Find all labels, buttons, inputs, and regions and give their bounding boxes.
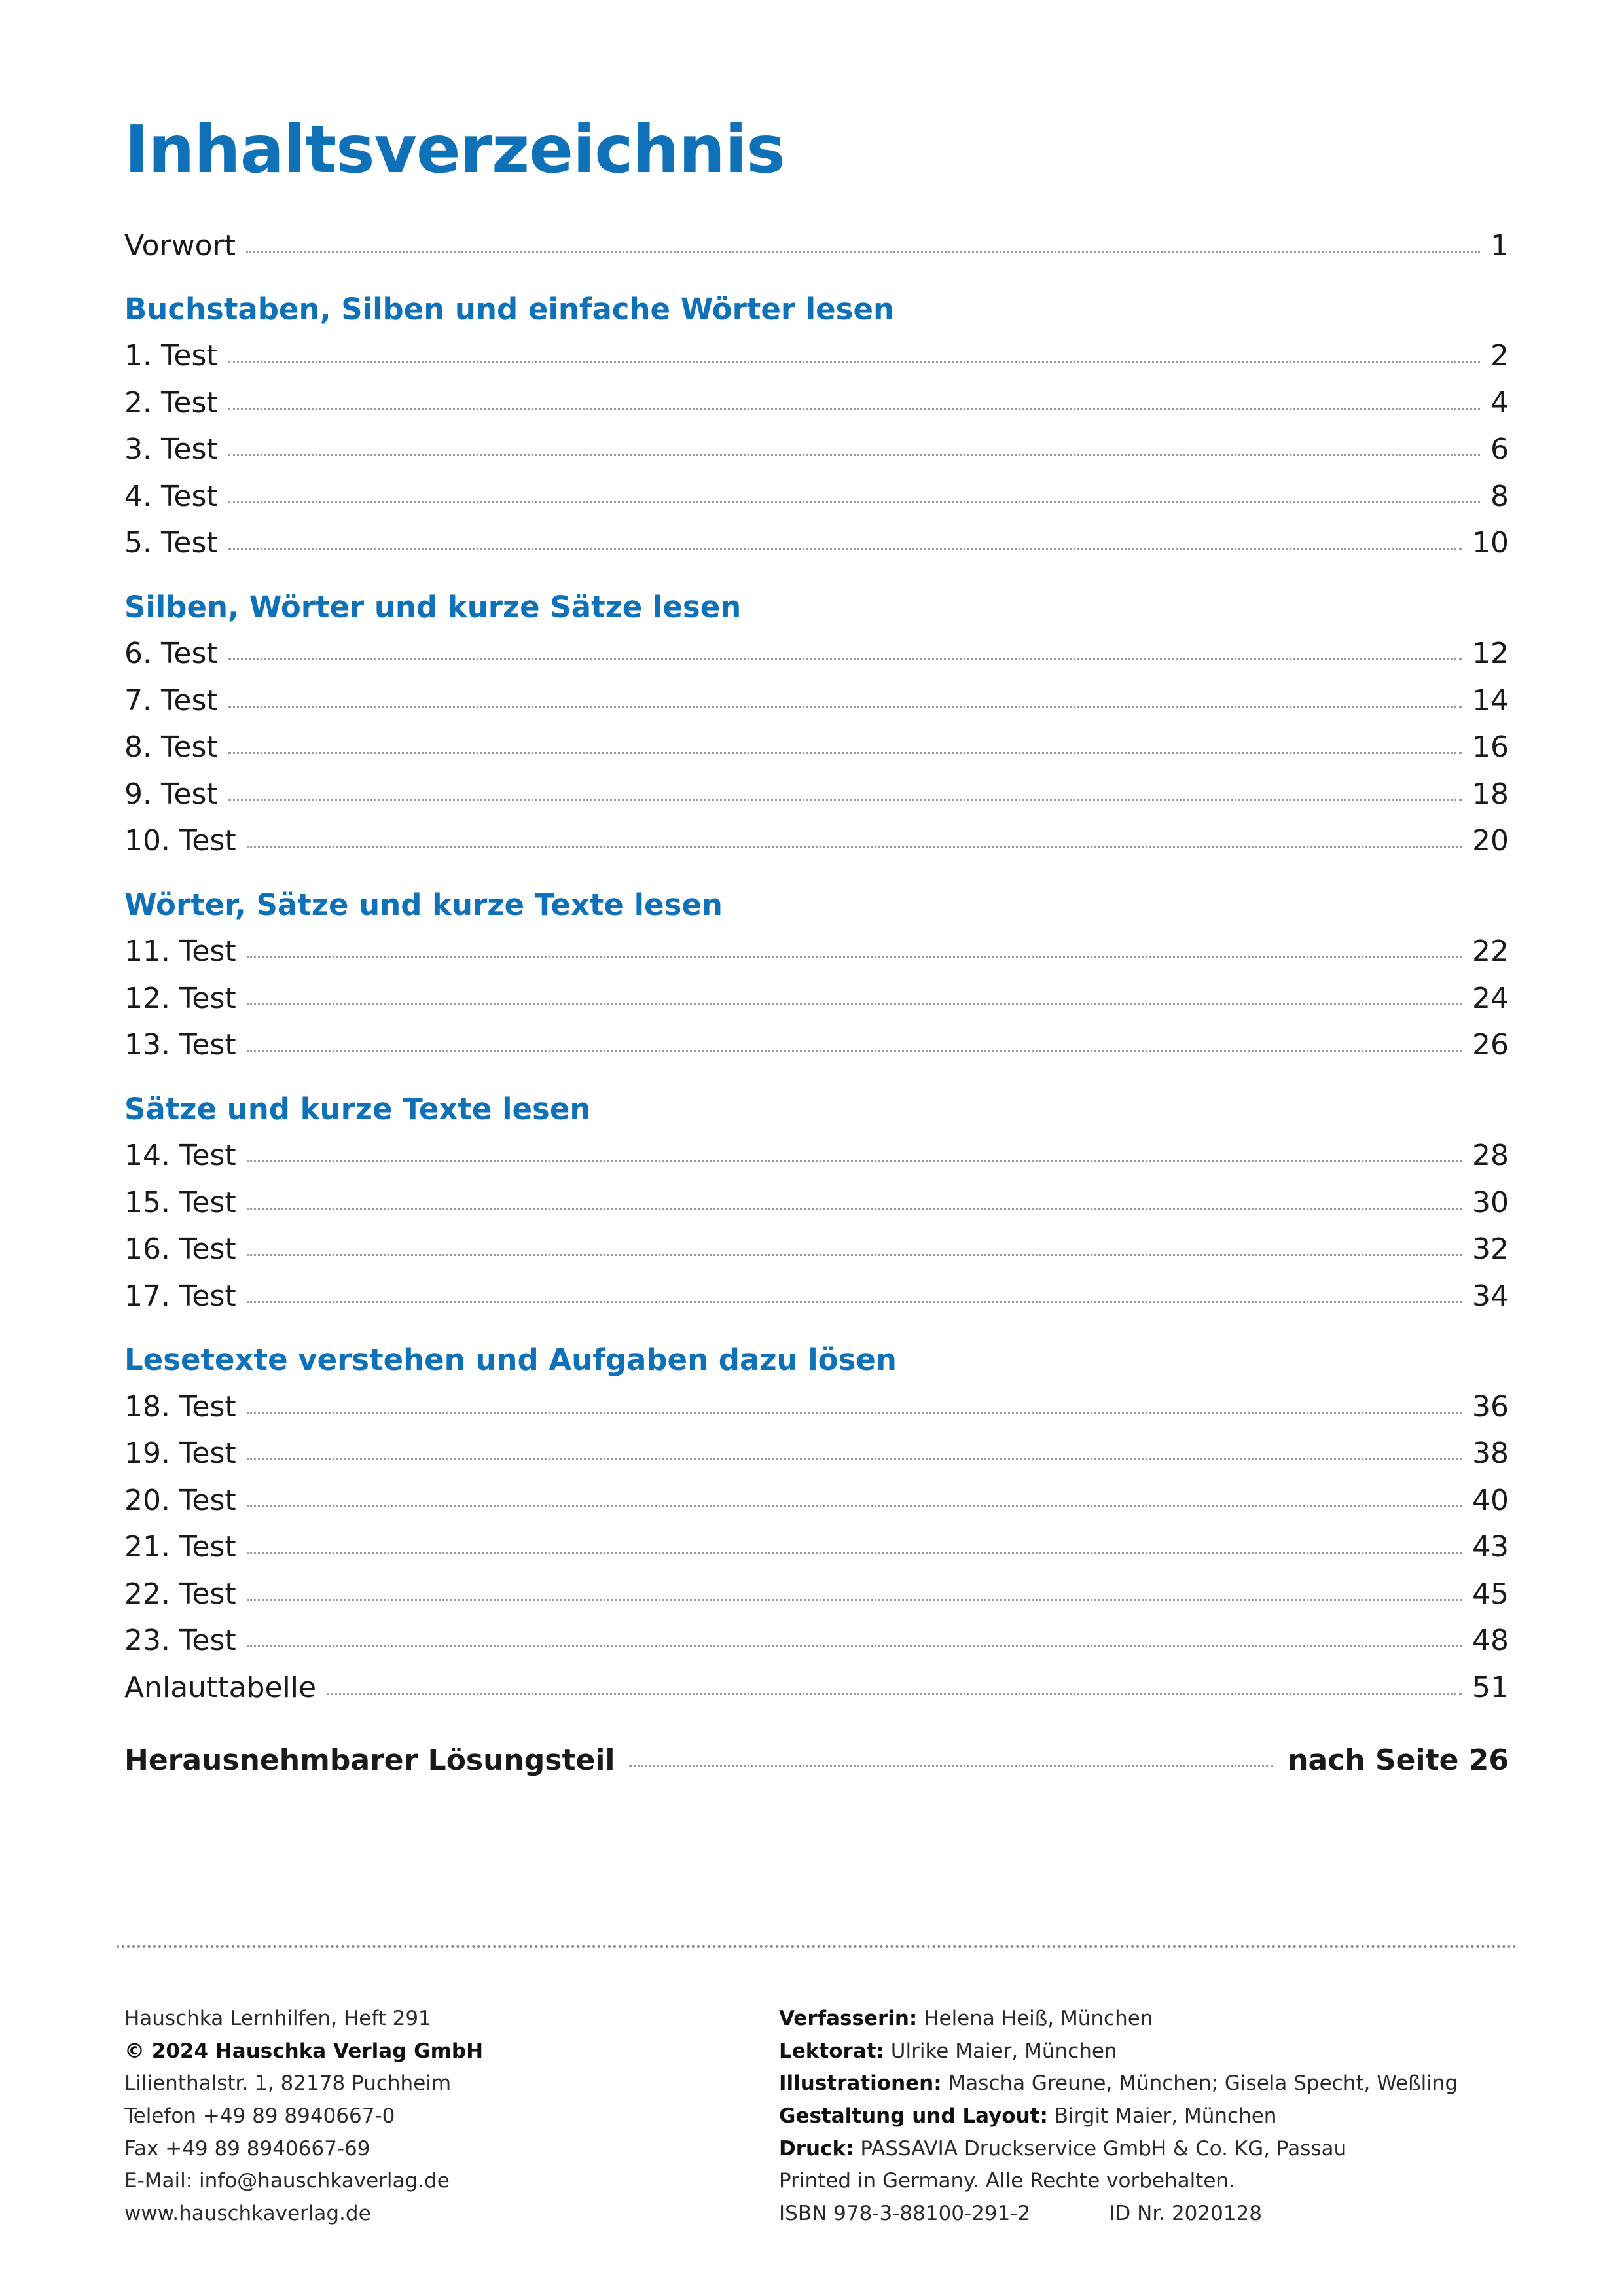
toc-entry-label: 9. Test — [124, 777, 218, 811]
toc-entry-page: 36 — [1472, 1390, 1509, 1424]
table-of-contents — [124, 223, 1509, 1784]
imprint-publisher — [124, 2003, 483, 2231]
credit-label: Druck: — [779, 2136, 854, 2161]
toc-entry-page: 2 — [1490, 339, 1509, 372]
dot-leader — [228, 706, 1462, 708]
dot-leader — [228, 658, 1462, 660]
credit-editor — [779, 2036, 1458, 2068]
toc-entry[interactable] — [124, 1524, 1509, 1571]
credit-label: Illustrationen: — [779, 2072, 942, 2096]
credit-author — [779, 2003, 1458, 2036]
dot-leader — [228, 501, 1480, 503]
toc-entry[interactable] — [124, 1022, 1509, 1069]
imprint-email[interactable]: E-Mail: info@hauschkaverlag.de — [124, 2169, 450, 2193]
toc-entry-vorwort[interactable] — [124, 223, 1509, 270]
imprint-phone: Telefon +49 89 8940667-0 — [124, 2104, 395, 2128]
section-heading: Lesetexte verstehen und Aufgaben dazu lösen — [124, 1342, 897, 1377]
dot-leader — [247, 1003, 1462, 1005]
toc-entry-page: 14 — [1472, 683, 1509, 717]
toc-entry-label: 21. Test — [124, 1530, 236, 1564]
dot-leader — [247, 1599, 1462, 1601]
toc-entry-label: 17. Test — [124, 1279, 236, 1313]
section-heading: Silben, Wörter und kurze Sätze lesen — [124, 589, 742, 624]
toc-entry-page: 18 — [1472, 777, 1509, 811]
toc-entry-page: 43 — [1472, 1530, 1509, 1564]
toc-entry-page: 8 — [1490, 479, 1509, 513]
toc-entry[interactable] — [124, 928, 1509, 975]
toc-entry-page: 45 — [1472, 1577, 1509, 1611]
credit-value: Helena Heiß, München — [924, 2007, 1153, 2030]
dot-leader — [228, 408, 1480, 410]
dot-leader — [228, 752, 1462, 754]
imprint-series: Hauschka Lernhilfen, Heft 291 — [124, 2007, 431, 2030]
toc-entry[interactable] — [124, 724, 1509, 771]
dot-leader — [247, 1254, 1462, 1256]
dot-leader — [247, 1208, 1462, 1210]
toc-entry-label: 2. Test — [124, 386, 218, 420]
credit-value: PASSAVIA Druckservice GmbH & Co. KG, Passau — [860, 2136, 1347, 2161]
toc-entry[interactable] — [124, 1384, 1509, 1431]
toc-entry-label: 19. Test — [124, 1437, 236, 1470]
toc-entry-page: 20 — [1472, 824, 1509, 857]
toc-entry-page: 16 — [1472, 730, 1509, 764]
dot-leader — [228, 454, 1480, 456]
credit-value: Ulrike Maier, München — [890, 2039, 1117, 2063]
toc-entry-page: 28 — [1472, 1139, 1509, 1172]
dot-leader — [247, 1552, 1462, 1554]
toc-entry[interactable] — [124, 473, 1509, 520]
toc-entry-label: 8. Test — [124, 730, 218, 764]
section-heading: Buchstaben, Silben und einfache Wörter lesen — [124, 291, 895, 327]
imprint-copyright — [124, 2036, 483, 2068]
toc-entry[interactable] — [124, 1617, 1509, 1664]
toc-entry-label: 5. Test — [124, 526, 218, 560]
credit-illustrations — [779, 2068, 1458, 2100]
page-title: Inhaltsverzeichnis — [124, 111, 785, 188]
toc-entry-page: 10 — [1472, 526, 1509, 560]
toc-entry-label: 15. Test — [124, 1185, 236, 1219]
credit-value: Birgit Maier, München — [1054, 2104, 1277, 2128]
toc-entry[interactable] — [124, 520, 1509, 567]
toc-entry[interactable] — [124, 1477, 1509, 1524]
credit-value: Mascha Greune, München; Gisela Specht, Weßling — [948, 2072, 1458, 2096]
toc-entry-label: 4. Test — [124, 479, 218, 513]
toc-entry-label: 22. Test — [124, 1577, 236, 1611]
dot-leader — [228, 799, 1462, 801]
credit-label: Lektorat: — [779, 2039, 884, 2063]
isbn: ISBN 978-3-88100-291-2 — [779, 2202, 1031, 2226]
dot-leader — [247, 1458, 1462, 1460]
imprint-credits — [779, 2003, 1458, 2231]
dot-leader — [247, 1050, 1462, 1052]
toc-entry[interactable] — [124, 1226, 1509, 1273]
imprint-ids — [779, 2198, 1458, 2231]
section-heading: Wörter, Sätze und kurze Texte lesen — [124, 887, 723, 922]
toc-entry-page: 38 — [1472, 1437, 1509, 1470]
toc-entry-label: 11. Test — [124, 935, 236, 968]
toc-entry[interactable] — [124, 771, 1509, 818]
dot-leader — [629, 1765, 1273, 1767]
dot-leader — [247, 1160, 1462, 1162]
toc-entry-label: 6. Test — [124, 637, 218, 670]
toc-entry-label: 13. Test — [124, 1028, 236, 1062]
dot-leader — [228, 361, 1480, 363]
toc-entry-anlauttabelle[interactable] — [124, 1664, 1509, 1712]
toc-entry[interactable] — [124, 1132, 1509, 1179]
imprint-printed-note: Printed in Germany. Alle Rechte vorbehalten. — [779, 2169, 1235, 2193]
id-number: ID Nr. 2020128 — [1109, 2202, 1263, 2226]
copyright-text: © 2024 Hauschka Verlag GmbH — [124, 2039, 484, 2063]
toc-entry-page: 6 — [1490, 433, 1509, 466]
toc-entry-page: 32 — [1472, 1232, 1509, 1266]
toc-entry-page: 4 — [1490, 386, 1509, 420]
dot-leader — [327, 1693, 1462, 1695]
toc-entry[interactable] — [124, 426, 1509, 473]
toc-entry-page: 51 — [1472, 1670, 1509, 1704]
dotted-separator — [117, 1945, 1517, 1948]
toc-entry-label: 10. Test — [124, 824, 236, 857]
toc-entry[interactable] — [124, 630, 1509, 677]
credit-label: Gestaltung und Layout: — [779, 2104, 1048, 2128]
toc-entry-label: 20. Test — [124, 1483, 236, 1517]
toc-entry-page: 24 — [1472, 981, 1509, 1015]
toc-entry[interactable] — [124, 677, 1509, 725]
toc-entry[interactable] — [124, 1571, 1509, 1618]
dot-leader — [228, 548, 1462, 550]
imprint-website[interactable]: www.hauschkaverlag.de — [124, 2202, 371, 2226]
toc-entry-label: 3. Test — [124, 433, 218, 466]
toc-entry-label: 16. Test — [124, 1232, 236, 1266]
toc-entry-page: 12 — [1472, 637, 1509, 670]
toc-entry-label: Herausnehmbarer Lösungsteil — [124, 1744, 615, 1777]
toc-entry[interactable] — [124, 817, 1509, 865]
toc-entry-label: 18. Test — [124, 1390, 236, 1424]
toc-entry[interactable] — [124, 380, 1509, 427]
toc-entry-page: 26 — [1472, 1028, 1509, 1062]
dot-leader — [247, 1505, 1462, 1507]
toc-entry-solutions[interactable] — [124, 1737, 1509, 1784]
toc-entry-page: 40 — [1472, 1483, 1509, 1517]
credit-label: Verfasserin: — [779, 2007, 918, 2030]
toc-entry-label: 7. Test — [124, 683, 218, 717]
toc-entry-label: 23. Test — [124, 1624, 236, 1657]
toc-entry-page: 30 — [1472, 1185, 1509, 1219]
dot-leader — [247, 1301, 1462, 1303]
section-heading: Sätze und kurze Texte lesen — [124, 1091, 591, 1126]
toc-entry-page: 48 — [1472, 1624, 1509, 1657]
imprint-address: Lilienthalstr. 1, 82178 Puchheim — [124, 2072, 452, 2096]
credit-design — [779, 2100, 1458, 2133]
toc-entry-label: Vorwort — [124, 229, 236, 262]
dot-leader — [247, 956, 1462, 958]
toc-entry[interactable] — [124, 1179, 1509, 1227]
dot-leader — [247, 1645, 1462, 1647]
toc-entry-label: 14. Test — [124, 1139, 236, 1172]
toc-entry-label: 12. Test — [124, 981, 236, 1015]
toc-entry[interactable] — [124, 332, 1509, 380]
toc-entry-label: 1. Test — [124, 339, 218, 372]
toc-entry[interactable] — [124, 1273, 1509, 1320]
toc-entry-label: Anlauttabelle — [124, 1670, 317, 1704]
imprint-fax: Fax +49 89 8940667-69 — [124, 2136, 370, 2161]
dot-leader — [247, 1412, 1462, 1414]
toc-entry-page: 1 — [1490, 229, 1509, 262]
dot-leader — [246, 251, 1480, 253]
toc-entry-page: nach Seite 26 — [1288, 1744, 1509, 1777]
toc-entry-page: 22 — [1472, 935, 1509, 968]
toc-entry[interactable] — [124, 975, 1509, 1022]
toc-entry-page: 34 — [1472, 1279, 1509, 1313]
dot-leader — [247, 846, 1462, 848]
toc-entry[interactable] — [124, 1430, 1509, 1477]
credit-print — [779, 2133, 1458, 2166]
